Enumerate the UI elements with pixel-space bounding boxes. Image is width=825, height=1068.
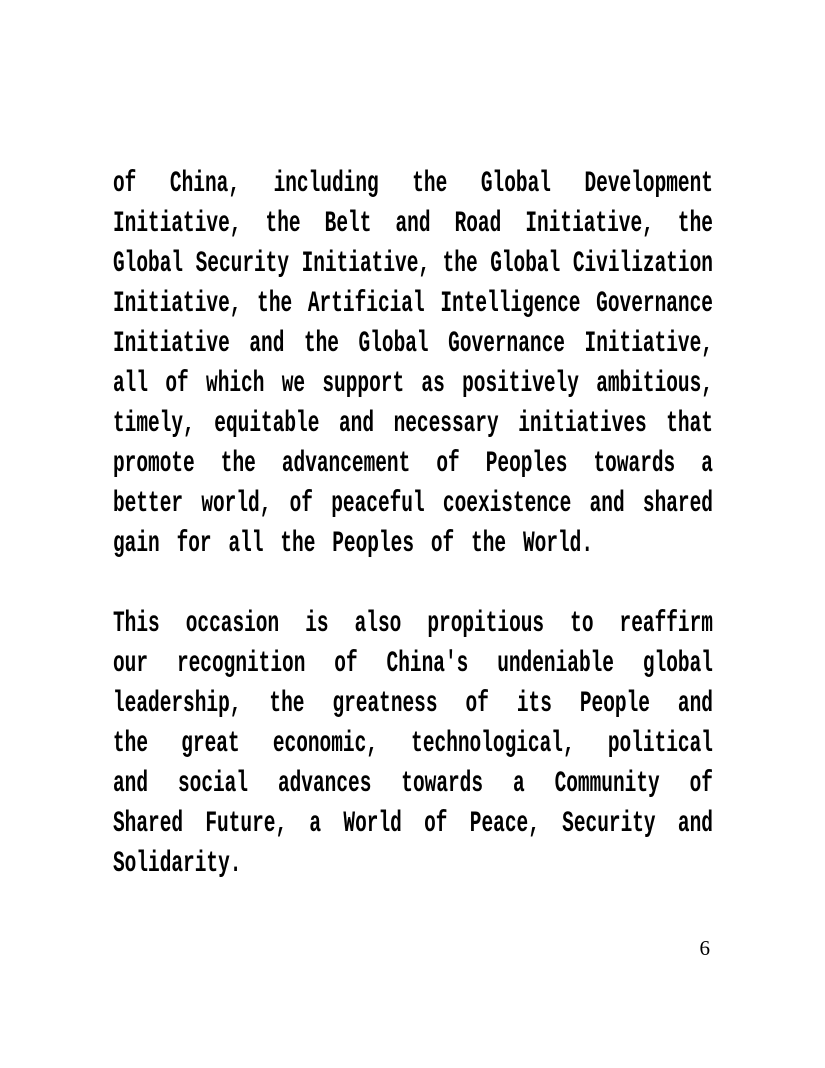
text-line: Initiative, the Belt and Road Initiative, the [113,207,713,241]
page-number: 6 [699,936,710,960]
paragraph-1 [113,164,713,564]
text-line: leadership, the greatness of its People and [113,687,713,721]
text-line: the great economic, technological, political [113,727,713,761]
paragraph-2 [113,604,713,884]
text-line: our recognition of China's undeniable global [113,647,713,681]
text-line: Solidarity. [113,847,242,881]
text-line: Initiative, the Artificial Intelligence Governance [113,287,713,321]
text-line: better world, of peaceful coexistence and shared [113,487,713,521]
text-line: and social advances towards a Community of [113,767,713,801]
text-line: gain for all the Peoples of the World. [113,527,594,561]
text-line: timely, equitable and necessary initiatives that [113,407,713,441]
text-line: Initiative and the Global Governance Initiative, [113,327,713,361]
text-line: all of which we support as positively ambitious, [113,367,713,401]
text-line: This occasion is also propitious to reaffirm [113,607,713,641]
text-line: Shared Future, a World of Peace, Security and [113,807,713,841]
text-line: of China, including the Global Development [113,167,713,201]
text-line: promote the advancement of Peoples towards a [113,447,713,481]
text-block [113,164,713,884]
text-line: Global Security Initiative, the Global Civilization [113,247,713,281]
